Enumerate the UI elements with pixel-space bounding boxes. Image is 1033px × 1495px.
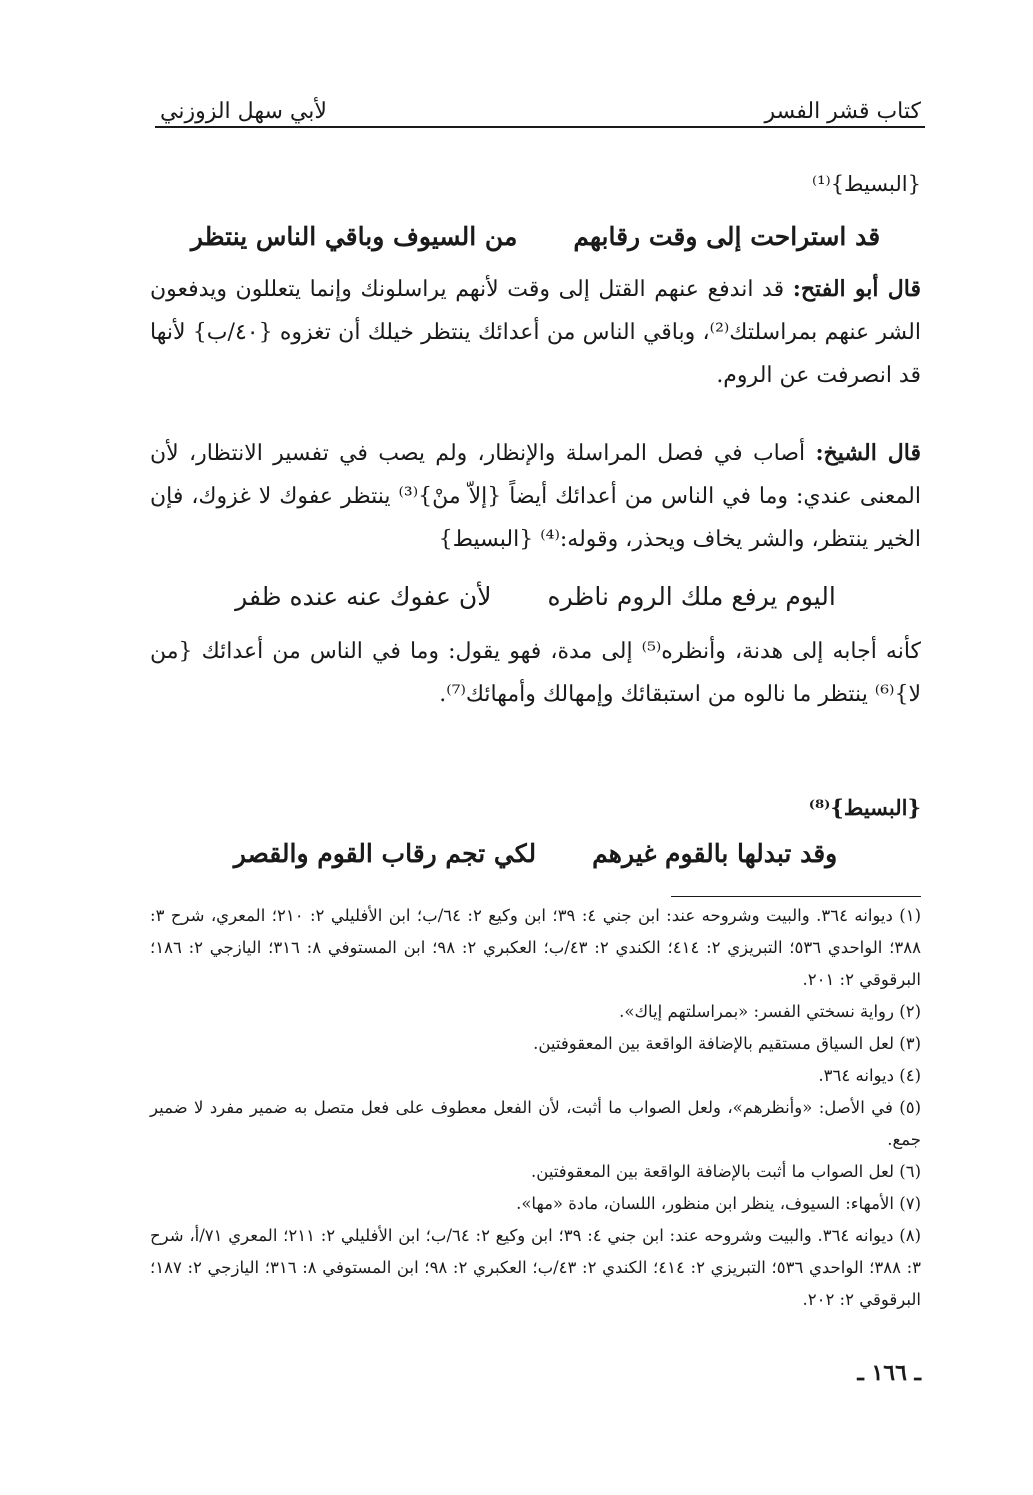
paragraph-alsheikh bbox=[150, 432, 921, 561]
footnote-4: (٤) ديوانه ٣٦٤. bbox=[818, 1066, 921, 1085]
footnote-1: (١) ديوانه ٣٦٤. والبيت وشروحه عند: ابن جني ٤: ٣٩؛ ابن وكيع ٢: ٦٤/ب؛ ابن الأفليلي ٢: ٢١٠؛ المعري، شرح ٣: ٣٨٨؛ الواحدي ٥٣٦؛ التبريزي ٢: ٤١٤؛ الكندي ٢: ٤٣/ب؛ العكبري ٢: ٩٨؛ ابن المستوفي ٨: ٣١٦؛ اليازجي ٢: ١٨٦؛ البرقوقي ٢: ٢٠١. bbox=[150, 906, 922, 989]
verse-first-hemistich: قد استراحت إلى وقت رقابهم bbox=[573, 222, 881, 251]
footnote-5: (٥) في الأصل: «وأنظرهم»، ولعل الصواب ما أثبت، لأن الفعل معطوف على فعل متصل به ضمير مفرد لا ضمير جمع. bbox=[150, 1098, 922, 1149]
running-head bbox=[160, 84, 921, 124]
verse-second-hemistich: من السيوف وباقي الناس ينتظر bbox=[190, 222, 518, 251]
footnotes bbox=[150, 900, 921, 1316]
speaker-abu-alfath: قال أبو الفتح: bbox=[792, 276, 921, 302]
header-rule bbox=[155, 126, 925, 128]
verse-second-hemistich: لأن عفوك عنه عنده ظفر bbox=[235, 582, 492, 611]
section-two bbox=[150, 795, 921, 820]
verse-first-hemistich: وقد تبدلها بالقوم غيرهم bbox=[592, 839, 838, 868]
footnote-rule bbox=[671, 896, 921, 897]
paragraph-text: قد اندفع عنهم القتل إلى وقت لأنهم يراسلونك وإنما يتعللون ويدفعون الشر عنهم بمراسلتك⁽²⁾، وباقي الناس من أعدائك ينتظر خيلك أن تغزوه {٤٠/ب} لأنها قد انصرفت عن الروم. bbox=[150, 277, 921, 388]
section-one bbox=[150, 172, 921, 196]
meter-label: {البسيط}⁽⁸⁾ bbox=[808, 795, 921, 820]
speaker-alsheikh: قال الشيخ: bbox=[815, 440, 921, 466]
verse-first-hemistich: اليوم يرفع ملك الروم ناظره bbox=[547, 582, 836, 611]
paragraph-explanation bbox=[150, 630, 921, 716]
paragraph-abu-alfath bbox=[150, 268, 921, 397]
paragraph-text: كأنه أجابه إلى هدنة، وأنظره⁽⁵⁾ إلى مدة، فهو يقول: وما في الناس من أعدائك {من لا}⁽⁶⁾ ينتظر ما نالوه من استبقائك وإمهالك وأمهائك⁽⁷⁾. bbox=[150, 639, 921, 707]
page-number: ـ ١٦٦ ـ bbox=[857, 1360, 921, 1386]
footnote-7: (٧) الأمهاء: السيوف، ينظر ابن منظور، اللسان، مادة «مها». bbox=[516, 1194, 921, 1213]
book-title: كتاب قشر الفسر bbox=[764, 99, 921, 124]
footnote-3: (٣) لعل السياق مستقيم بالإضافة الواقعة بين المعقوفتين. bbox=[533, 1034, 921, 1053]
footnote-2: (٢) رواية نسختي الفسر: «بمراسلتهم إياك». bbox=[619, 1002, 921, 1021]
footnote-8: (٨) ديوانه ٣٦٤. والبيت وشروحه عند: ابن جني ٤: ٣٩؛ ابن وكيع ٢: ٦٤/ب؛ ابن الأفليلي ٢: ٢١١؛ المعري ٧١/أ، شرح ٣: ٣٨٨؛ الواحدي ٥٣٦؛ التبريزي ٢: ٤١٤؛ الكندي ٢: ٤٣/ب؛ العكبري ٢: ٩٨؛ ابن المستوفي ٨: ٣١٦؛ اليازجي ٢: ١٨٧؛ البرقوقي ٢: ٢٠٢. bbox=[150, 1226, 922, 1309]
meter-label: {البسيط}⁽¹⁾ bbox=[811, 172, 921, 196]
author-name: لأبي سهل الزوزني bbox=[160, 99, 327, 124]
paragraph-text: أصاب في فصل المراسلة والإنظار، ولم يصب في تفسير الانتظار، لأن المعنى عندي: وما في الناس من أعدائك أيضاً {إلاّ منْ}⁽³⁾ ينتظر عفوك لا غزوك، فإن الخير ينتظر، والشر يخاف ويحذر، وقوله:⁽⁴⁾ {البسيط} bbox=[150, 441, 921, 552]
footnote-6: (٦) لعل الصواب ما أثبت بالإضافة الواقعة بين المعقوفتين. bbox=[531, 1162, 921, 1181]
verse-two bbox=[150, 578, 921, 616]
verse-three bbox=[150, 835, 921, 873]
verse-second-hemistich: لكي تجم رقاب القوم والقصر bbox=[233, 839, 537, 868]
verse-one bbox=[150, 218, 921, 256]
